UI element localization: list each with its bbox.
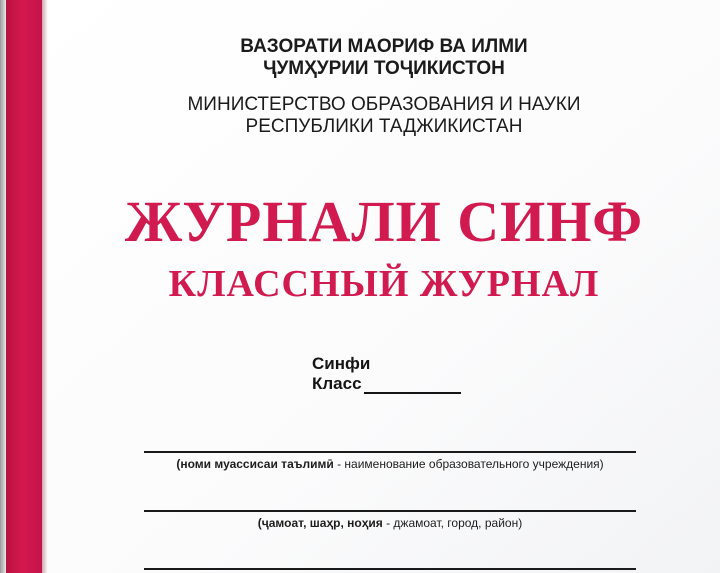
institution-caption-russian: - наименование образовательного учреждения) xyxy=(333,457,604,471)
class-row xyxy=(312,374,461,394)
title-tajik: ЖУРНАЛИ СИНФ xyxy=(124,189,644,254)
ministry-russian-line-2: РЕСПУБЛИКИ ТАДЖИКИСТАН xyxy=(245,116,523,137)
class-label-russian: Класс xyxy=(312,374,362,393)
location-caption-russian: - джамоат, город, район) xyxy=(382,516,523,530)
ministry-tajik-line-2: ҶУМҲУРИИ ТОҶИКИСТОН xyxy=(263,58,505,79)
ministry-russian-line-1: МИНИСТЕРСТВО ОБРАЗОВАНИЯ И НАУКИ xyxy=(187,94,581,115)
location-caption-tajik: (ҷамоат, шаҳр, ноҳия xyxy=(257,516,383,530)
location-blank-line[interactable] xyxy=(144,510,636,512)
ministry-tajik-line-1: ВАЗОРАТИ МАОРИФ ВА ИЛМИ xyxy=(240,36,528,57)
class-field xyxy=(312,354,461,394)
extra-blank-line[interactable] xyxy=(144,568,636,570)
institution-caption-tajik: (номи муассисаи таълимӣ xyxy=(176,457,334,471)
ministry-name-tajik xyxy=(48,36,720,80)
location-caption xyxy=(144,516,636,530)
cover-page xyxy=(48,0,720,573)
class-blank-line[interactable] xyxy=(364,376,461,394)
institution-caption xyxy=(144,457,636,471)
title-russian: КЛАССНЫЙ ЖУРНАЛ xyxy=(168,263,600,305)
class-label-tajik: Синфи xyxy=(312,354,371,373)
institution-blank-line[interactable] xyxy=(144,451,636,453)
ministry-name-russian xyxy=(48,94,720,138)
red-spine xyxy=(6,0,42,573)
